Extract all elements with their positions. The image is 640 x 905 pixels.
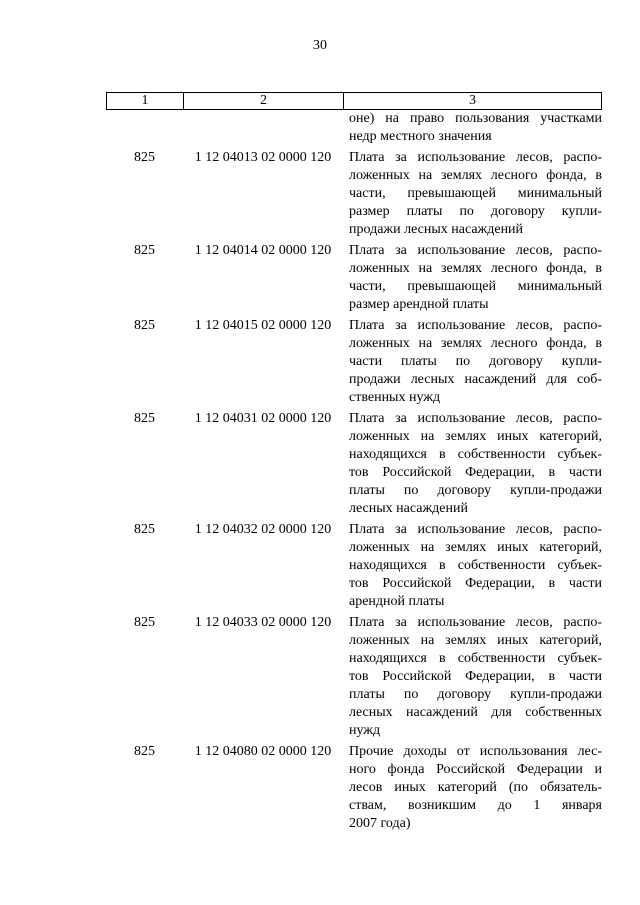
description-line: размер арендной платы xyxy=(349,297,489,312)
description-line: ственных нужд xyxy=(349,390,441,405)
description-line: ложенных на землях иных категорий, xyxy=(349,540,602,555)
revenue-code-cell: 1 12 04014 02 0000 120 xyxy=(194,243,332,258)
admin-code-cell: 825 xyxy=(134,615,155,630)
description-line: находящихся в собственности субъек- xyxy=(349,447,602,462)
description-cell xyxy=(343,317,602,407)
description-line: 2007 года) xyxy=(349,816,411,831)
page-number: 30 xyxy=(313,38,327,53)
description-line: продажи лесных насаждений xyxy=(349,222,524,237)
description-cell xyxy=(343,149,602,239)
revenue-code-cell: 1 12 04033 02 0000 120 xyxy=(194,615,332,630)
description-line: ствам, возникшим до 1 января xyxy=(349,798,602,813)
admin-code-cell: 825 xyxy=(134,744,155,759)
header-col-3: 3 xyxy=(469,93,476,108)
description-line: Плата за использование лесов, распо- xyxy=(349,615,602,630)
admin-code-cell: 825 xyxy=(134,522,155,537)
description-line: нужд xyxy=(349,723,381,738)
table-header xyxy=(106,92,602,110)
description-line: ложенных на землях лесного фонда, в xyxy=(349,336,602,351)
description-cell xyxy=(343,743,602,833)
admin-code-cell: 825 xyxy=(134,243,155,258)
description-line: тов Российской Федерации, в части xyxy=(349,576,602,591)
description-line: платы по договору купли-продажи xyxy=(349,687,602,702)
description-line: тов Российской Федерации, в части xyxy=(349,465,602,480)
description-line: продажи лесных насаждений для соб- xyxy=(349,372,602,387)
description-line: Плата за использование лесов, распо- xyxy=(349,411,602,426)
revenue-code-cell: 1 12 04031 02 0000 120 xyxy=(194,411,332,426)
table-row xyxy=(106,521,602,611)
description-line: размер платы по договору купли- xyxy=(349,204,602,219)
description-line: лесных насаждений для собственных xyxy=(349,705,602,720)
description-line: ложенных на землях иных категорий, xyxy=(349,633,602,648)
revenue-code-cell: 1 12 04080 02 0000 120 xyxy=(194,744,332,759)
header-col-2: 2 xyxy=(184,93,344,109)
revenue-code-cell: 1 12 04032 02 0000 120 xyxy=(194,522,332,537)
table-row xyxy=(106,242,602,314)
description-line: ложенных на землях лесного фонда, в xyxy=(349,261,602,276)
table-row-continuation xyxy=(106,110,602,146)
description-line: платы по договору купли-продажи xyxy=(349,483,602,498)
table-row xyxy=(106,149,602,239)
description-cell xyxy=(343,614,602,740)
description-line: Плата за использование лесов, распо- xyxy=(349,243,602,258)
admin-code-cell: 825 xyxy=(134,150,155,165)
description-cell xyxy=(343,410,602,518)
description-line: части, превышающей минимальный xyxy=(349,279,602,294)
description-line: лесных насаждений xyxy=(349,501,468,516)
header-col-1: 1 xyxy=(107,93,184,109)
description-line: находящихся в собственности субъек- xyxy=(349,651,602,666)
description-line: недр местного значения xyxy=(349,129,492,144)
table-row xyxy=(106,614,602,740)
description-line: ложенных на землях лесного фонда, в xyxy=(349,168,602,183)
table-body xyxy=(106,110,602,836)
description-line: ного фонда Российской Федерации и xyxy=(349,762,602,777)
revenue-code-cell: 1 12 04013 02 0000 120 xyxy=(194,150,332,165)
description-line: ложенных на землях иных категорий, xyxy=(349,429,602,444)
description-line: Плата за использование лесов, распо- xyxy=(349,318,602,333)
empty-cell xyxy=(106,110,183,146)
admin-code-cell: 825 xyxy=(134,318,155,333)
description-line: лесов иных категорий (по обязатель- xyxy=(349,780,602,795)
description-line: тов Российской Федерации, в части xyxy=(349,669,602,684)
description-line: арендной платы xyxy=(349,594,445,609)
description-line: части платы по договору купли- xyxy=(349,354,602,369)
description-line: части, превышающей минимальный xyxy=(349,186,602,201)
revenue-code-cell: 1 12 04015 02 0000 120 xyxy=(194,318,332,333)
table-row xyxy=(106,410,602,518)
table-row xyxy=(106,317,602,407)
description-line: оне) на право пользования участками xyxy=(349,111,602,126)
description-line: находящихся в собственности субъек- xyxy=(349,558,602,573)
table-row xyxy=(106,743,602,833)
admin-code-cell: 825 xyxy=(134,411,155,426)
description-cell xyxy=(343,242,602,314)
description-cell xyxy=(343,521,602,611)
empty-cell xyxy=(183,110,343,146)
description-line: Плата за использование лесов, распо- xyxy=(349,150,602,165)
description-line: Прочие доходы от использования лес- xyxy=(349,744,602,759)
description-cell xyxy=(343,110,602,146)
description-line: Плата за использование лесов, распо- xyxy=(349,522,602,537)
